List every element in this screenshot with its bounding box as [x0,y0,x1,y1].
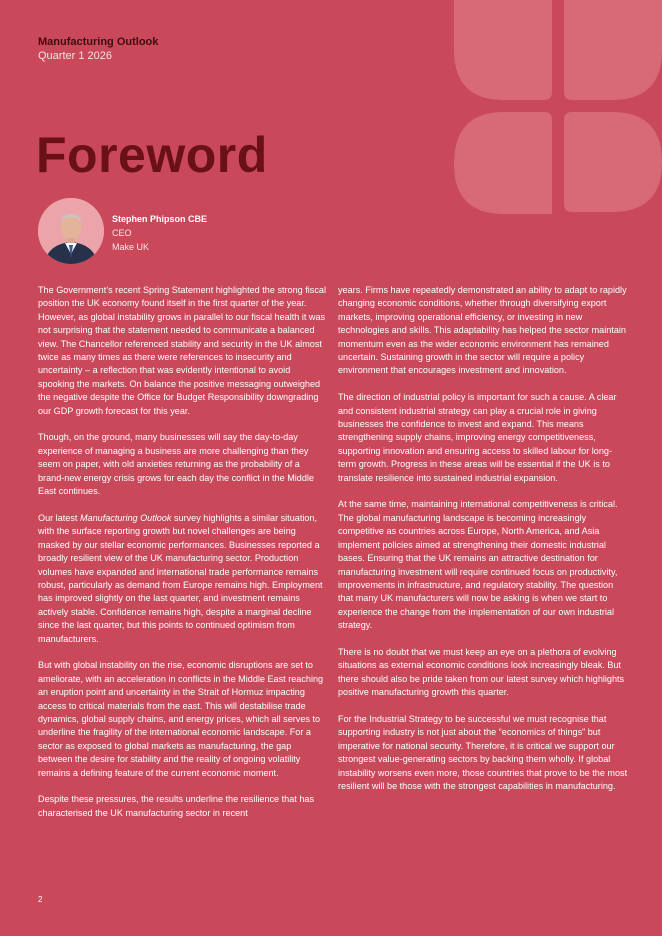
author-organisation: Make UK [112,242,150,252]
paragraph: But with global instability on the rise, economic disruptions are set to ameliorate, with an acceleration in conflicts in the Middle East reaching an eruption point and uncertainty in the Strait of Hormuz impacting access to critical materials from the east. This will destabilise trade dynamics, global supply chains, and energy prices, which all serves to underline the fragility of the international economic landscape. For a sector as exposed to global markets as manufacturing, the gap between the desire for stability and the reality of ongoing volatility remains a defining feature of the current economic moment. [38,660,324,778]
paragraph: years. Firms have repeatedly demonstrated an ability to adapt to rapidly changing economic conditions, whether through diversifying export markets, improving operational efficiency, or investing in new technologies and skills. This adaptability has helped the sector maintain momentum even as the wider economic environment has remained uncertain. Sustaining growth in the sector will require a policy environment that encourages investment and innovation. [338,285,627,376]
body-column-left [38,284,328,834]
paragraph: For the Industrial Strategy to be successful we must recognise that supporting industry is not just about the “economics of things” but imperative for national security. Therefore, it is critical we support our strongest value-generating sectors by backing them wholly. If global instability worsens even more, those countries that prove to be the most resilient will be those with the strongest capabilities in manufacturing. [338,713,628,791]
author-name: Stephen Phipson CBE [112,214,208,224]
author-avatar [38,198,104,264]
paragraph: The Government’s recent Spring Statement highlighted the strong fiscal position the UK economy found itself in the first quarter of the year. However, as global instability grows in parallel to our fiscal health it was not surprising that the statement needed to communicate a balanced view. The Chancellor referenced stability and security in the UK almost twice as many times as there were references to insecurity and uncertainty – a reflection that was evidently intentional to avoid spooking the markets. On balance the positive messaging outweighed the negative despite the Office for Budget Responsibility downgrading our GDP growth forecast for this year. [38,285,326,416]
portrait-photo [38,198,104,264]
author-role: CEO [112,228,132,238]
page-number: 2 [38,895,43,904]
paragraph: At the same time, maintaining international competitiveness is critical. The global manufacturing landscape is becoming increasingly competitive as countries across Europe, North America, and Asia implement policies aimed at strengthening their domestic industrial bases. Ensuring that the UK remains an attractive destination for manufacturing investment will require continued focus on productivity, improvements in infrastructure, and regulatory stability. The question that many UK manufacturers will now be asking is when we start to experience the change from the implementation of our own industrial strategy. [338,499,618,631]
publication-quarter: Quarter 1 2026 [38,50,112,62]
paragraph: Our latest Manufacturing Outlook survey highlights a similar situation, with the surface reporting growth but novel challenges are being masked by our stellar economic performances. Businesses reported a broadly resilient view of the UK manufacturing sector. Production volumes have expanded and international trade performance remains robust, particularly as demand from Europe remains high. Employment has improved slightly on the last quarter, and investment remains actively stable. Confidence remains high, despite a marginal decline since the last quarter, but this points to continued optimism from manufacturers. [38,512,323,644]
publication-name-italic: Manufacturing Outlook [79,512,172,523]
paragraph: Despite these pressures, the results underline the resilience that has characterised the UK manufacturing sector in recent [38,794,314,818]
paragraph: The direction of industrial policy is important for such a cause. A clear and consistent industrial strategy can play a crucial role in giving businesses the confidence to invest and expand. This means strengthening supply chains, improving energy competitiveness, supporting innovation and ensuring access to skilled labour for long-term growth. Progress in these areas will be essential if the UK is to translate resilience into sustained industrial expansion. [338,392,617,483]
publication-title: Manufacturing Outlook [38,36,159,48]
body-column-right [338,284,628,807]
page-title: Foreword [36,127,268,183]
paragraph: Though, on the ground, many businesses will say the day-to-day experience of managing a business are more challenging than they seem on paper, with old anxieties returning as the probability of a brand-new energy crisis grows for each day the conflict in the Middle East continues. [38,432,314,497]
publication-header [38,36,158,63]
paragraph: There is no doubt that we must keep an eye on a plethora of evolving situations as external economic conditions look increasingly bleak. But there should also be pride taken from our latest survey which highlights positive manufacturing growth this quarter. [338,646,625,698]
author-byline [112,212,207,254]
four-petal-flower-icon [452,0,662,232]
